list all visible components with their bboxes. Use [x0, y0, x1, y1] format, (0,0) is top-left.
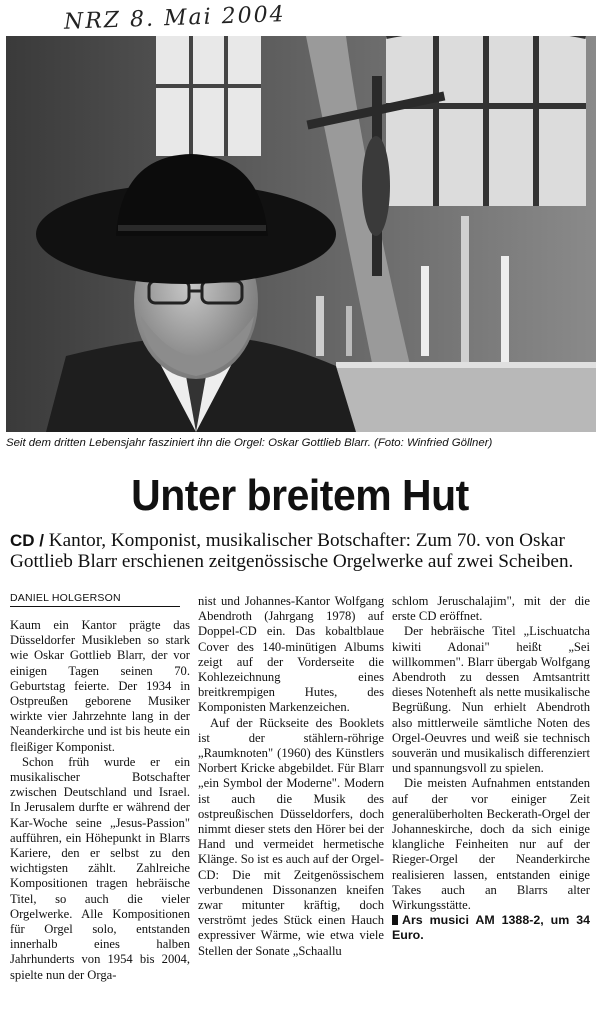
- handwritten-date-note: NRZ 8. Mai 2004: [63, 2, 287, 35]
- paragraph: Der hebräische Titel „Lischuatcha kiwiti Adonai" heißt „Sei willkommen". Blarr übergab Wolfgang Abendroth zu dessen Amtsantritt dieses Notenheft als nette musikalische Begrüßung. Nun erhielt Abendroth also mittlerweile sämtliche Noten des Orgel-Oeuvres und weiß sie technisch souverän und musikalisch differenziert und spannungsvoll zu spielen.: [392, 624, 590, 776]
- paragraph: Auf der Rückseite des Booklets ist der stählern-röhrige „Raumknoten" (1960) des Künstlers Norbert Kricke abgebildet. Für Blarr „ein Symbol der Moderne". Modern ist auch die Musik des ostpreußischen Düsseldorfers, doch nimmt dieser stets den Hörer bei der Hand und vermeidet hermetische Klänge. So ist es auch auf der Orgel-CD: Die mit Zeitgenössischem verbundenen Dissonanzen kneifen zwar mitunter kräftig, doch verströmt jedes Stück einen Hauch expressiver Wärme, wie etwa viele Stellen der Sonate „Schaallu: [198, 715, 384, 958]
- subheadline-text: Kantor, Komponist, musikalischer Botschafter: Zum 70. von Oskar Gottlieb Blarr erschienen zeitgenössische Orgelwerke auf zwei Scheiben.: [10, 530, 574, 572]
- cd-info-text: Ars musici AM 1388-2, um 34 Euro.: [392, 913, 590, 943]
- subheadline-kicker: CD /: [10, 531, 44, 550]
- article-column-3: [392, 594, 590, 943]
- cd-info: [392, 913, 590, 943]
- paragraph: nist und Johannes-Kantor Wolfgang Abendroth (Jahrgang 1978) auf Doppel-CD ein. Das kobaltblaue Cover des 140-minütigen Albums zeigt auf der Vorderseite die Kohlezeichnung eines breitkrempigen Hutes, des Komponisten Markenzeichen.: [198, 594, 384, 715]
- paragraph: Schon früh wurde er ein musikalischer Botschafter zwischen Deutschland und Israel. In Jerusalem durfte er während der Kar-Woche seine „Jesus-Passion" aufführen, ein Höhepunkt in Blarrs Kariere, den er selbst zu den wichtigsten zählt. Zahlreiche Kompositionen tragen hebräische Titel, so auch die vieler Orgelwerke. Alle Kompositionen für Orgel solo, entstanden innerhalb eines halben Jahrhunderts von 1954 bis 2004, spielte nun der Orga-: [10, 754, 190, 982]
- paragraph: Die meisten Aufnahmen entstanden auf der vor einiger Zeit generalüberholten Beckerath-Orgel der Johanneskirche, doch da sich einige klangliche Feinheiten nur auf der Rieger-Orgel der Neanderkirche realisieren lassen, entstanden einige Takes auch an Blarrs alter Wirkungsstätte.: [392, 776, 590, 913]
- paragraph: Kaum ein Kantor prägte das Düsseldorfer Musikleben so stark wie Oskar Gottlieb Blarr, der vor einigen Tagen seinen 70. Geburtstag feierte. Der 1934 in Ostpreußen geborene Musiker wirkte vier Jahrzehnte lang in der Neanderkirche und ist bis heute ein fleißiger Komponist.: [10, 618, 190, 754]
- portrait-photo-illustration: [6, 36, 596, 432]
- photo-caption: Seit dem dritten Lebensjahr fasziniert ihn die Orgel: Oskar Gottlieb Blarr. (Foto: Winfried Göllner): [6, 437, 493, 449]
- article-column-1: [10, 618, 190, 983]
- subheadline: [10, 530, 595, 572]
- article-photo: [6, 36, 596, 432]
- paragraph: schlom Jeruschalajim", mit der die erste CD eröffnet.: [392, 594, 590, 624]
- headline: Unter breitem Hut: [131, 471, 469, 520]
- article-column-2: [198, 594, 384, 959]
- author-byline: DANIEL HOLGERSON: [10, 592, 180, 607]
- info-square-icon: [392, 915, 398, 925]
